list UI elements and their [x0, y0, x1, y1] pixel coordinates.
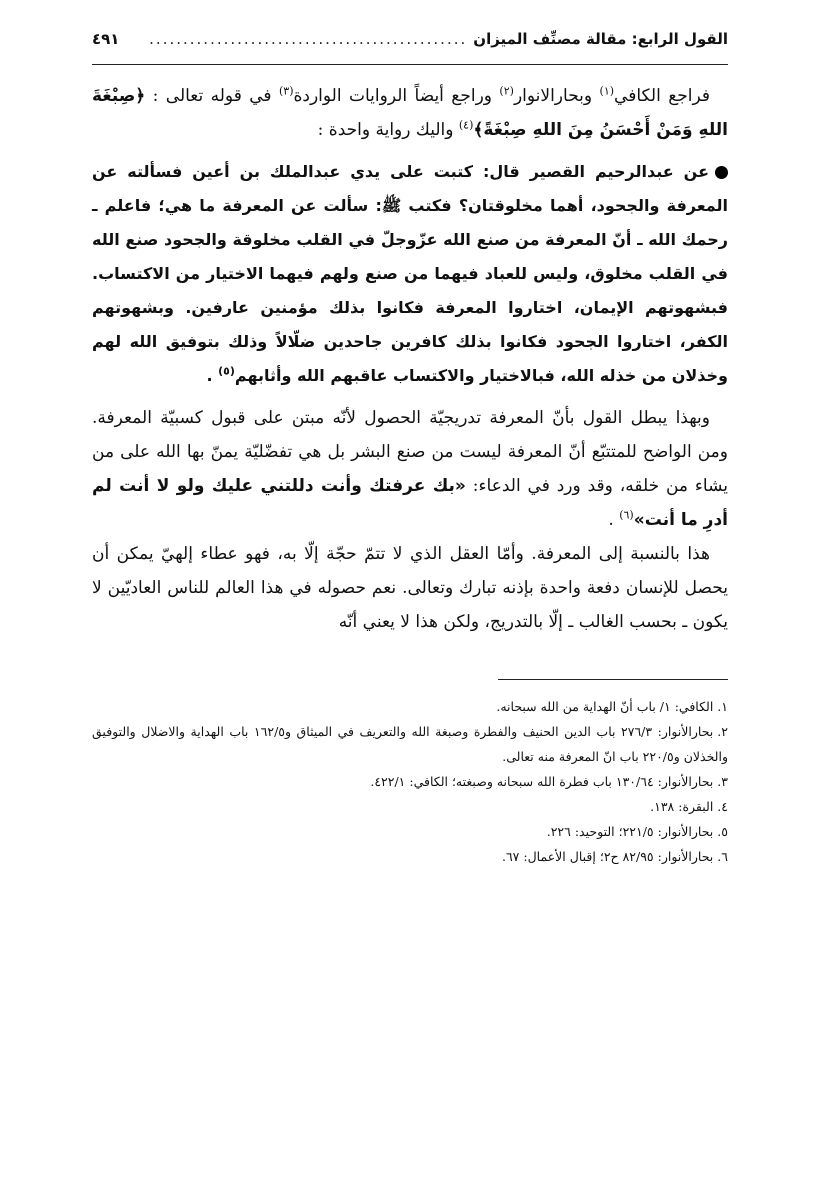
paragraph-1-text-e: واليك رواية واحدة :: [317, 120, 459, 140]
footnote-number: ١.: [717, 699, 728, 714]
book-page: [92, 30, 728, 1150]
hadith-quote-end: .: [206, 366, 219, 385]
paragraph-1-text-d: في قوله تعالى :: [145, 86, 279, 106]
footnote-ref-3: (٣): [278, 84, 294, 98]
paragraph-3-text: هذا بالنسبة إلى المعرفة. وأمّا العقل الذي لا تتمّ حجّة إلّا به، فهو عطاء إلهيّ يمكن أن يحصل للإنسان دفعة واحدة بإذنه تبارك وتعالى. نعم حصوله في هذا العالم للناس العاديّين لا يكون ـ بحسب الغالب ـ إلّا بالتدريج، ولكن هذا لا يعني أنّه: [92, 544, 728, 632]
supplication-quote: «بك عرفتك وأنت دللتني عليك ولو لا أنت لم أدرِ ما أنت»: [92, 476, 728, 530]
footnote-text: بحارالأنوار: ٨٢/٩٥ ح٢؛ إقبال الأعمال: ٦٧.: [501, 849, 714, 864]
footnote-ref-1: (١): [599, 84, 615, 98]
running-header: [92, 30, 728, 65]
footnote: [92, 719, 728, 769]
footnote: [92, 819, 728, 844]
hadith-quote-text: عن عبدالرحيم القصير قال: كتبت على يدي عبدالملك بن أعين فسألته عن المعرفة والجحود، أهما مخلوقتان؟ فكتب ﷺ: سألت عن المعرفة ما هي؛ فاعلم ـ رحمك الله ـ أنّ المعرفة من صنع الله عزّوجلّ في القلب مخلوقة والجحود صنع الله في القلب مخلوق، وليس للعباد فيهما من صنع ولهم فيهما الاختيار من الاكتساب. فبشهوتهم الإيمان، اختاروا المعرفة فكانوا بذلك مؤمنين عارفين. وبشهوتهم الكفر، اختاروا الجحود فكانوا بذلك كافرين جاحدين ضلّالاً وذلك بتوفيق الله لهم وخذلان من خذله الله، فبالاختيار والاكتساب عاقبهم الله وأثابهم: [92, 162, 728, 385]
running-title: القول الرابع: مقالة مصنِّف الميزان: [473, 30, 728, 48]
footnote-text: بحارالأنوار: ١٣٠/٦٤ باب فطرة الله سبحانه وصبغته؛ الكافي: ٤٢٢/١.: [370, 774, 714, 789]
footnote-text: الكافي: ١/ باب أنّ الهداية من الله سبحانه.: [496, 699, 714, 714]
main-text: [92, 79, 728, 639]
paragraph-1: [92, 79, 728, 147]
bullet-icon: [715, 166, 728, 179]
paragraph-2-text: وبهذا يبطل القول بأنّ المعرفة تدريجيّة الحصول لأنّه مبتن على قبول كسبيّة المعرفة. ومن الواضح للمتتبّع أنّ المعرفة ليست من صنع البشر بل هي تفضّليّة يمنّ بها الله على من يشاء من خلقه، وقد ورد في الدعاء:: [92, 408, 728, 496]
footnote-number: ٤.: [717, 799, 728, 814]
footnote-separator: [498, 679, 728, 680]
paragraph-1-text-a: فراجع الكافي: [614, 86, 710, 106]
paragraph-2: [92, 401, 728, 537]
footnote: [92, 769, 728, 794]
footnote: [92, 694, 728, 719]
footnote-ref-6: (٦): [619, 508, 634, 522]
footnote-ref-5: (٥): [218, 364, 235, 378]
footnotes: [92, 694, 728, 869]
footnote-text: البقرة: ١٣٨.: [650, 799, 714, 814]
footnote-ref-4: (٤): [458, 118, 474, 132]
footnote-ref-2: (٢): [499, 84, 514, 98]
hadith-quote: [92, 155, 728, 393]
footnote-number: ٣.: [717, 774, 728, 789]
page-number: ٤٩١: [92, 30, 120, 48]
footnote-number: ٢.: [717, 724, 728, 739]
footnote-text: بحارالأنوار: ٢٢١/٥؛ التوحيد: ٢٢٦.: [546, 824, 714, 839]
footnote-text: بحارالأنوار: ٢٧٦/٣ باب الدين الحنيف والفطرة وصبغة الله والتعريف في الميثاق و١٦٢/٥ باب الهداية والاضلال والتوفيق والخذلان و٢٢٠/٥ باب انّ المعرفة منه تعالى.: [92, 724, 728, 764]
header-dot-leader: ...............................................: [149, 30, 468, 48]
footnote-number: ٦.: [717, 849, 728, 864]
footnote-number: ٥.: [717, 824, 728, 839]
paragraph-1-text-b: وبحارالانوار: [513, 86, 600, 106]
paragraph-2-end: .: [608, 510, 620, 530]
quranic-verse: ﴿صِبْغَةَ اللهِ وَمَنْ أَحْسَنُ مِنَ اللهِ صِبْغَةً﴾: [92, 86, 728, 140]
footnote: [92, 794, 728, 819]
paragraph-3: [92, 537, 728, 639]
paragraph-1-text-c: وراجع أيضاً الروايات الواردة: [293, 86, 500, 106]
footnote: [92, 844, 728, 869]
